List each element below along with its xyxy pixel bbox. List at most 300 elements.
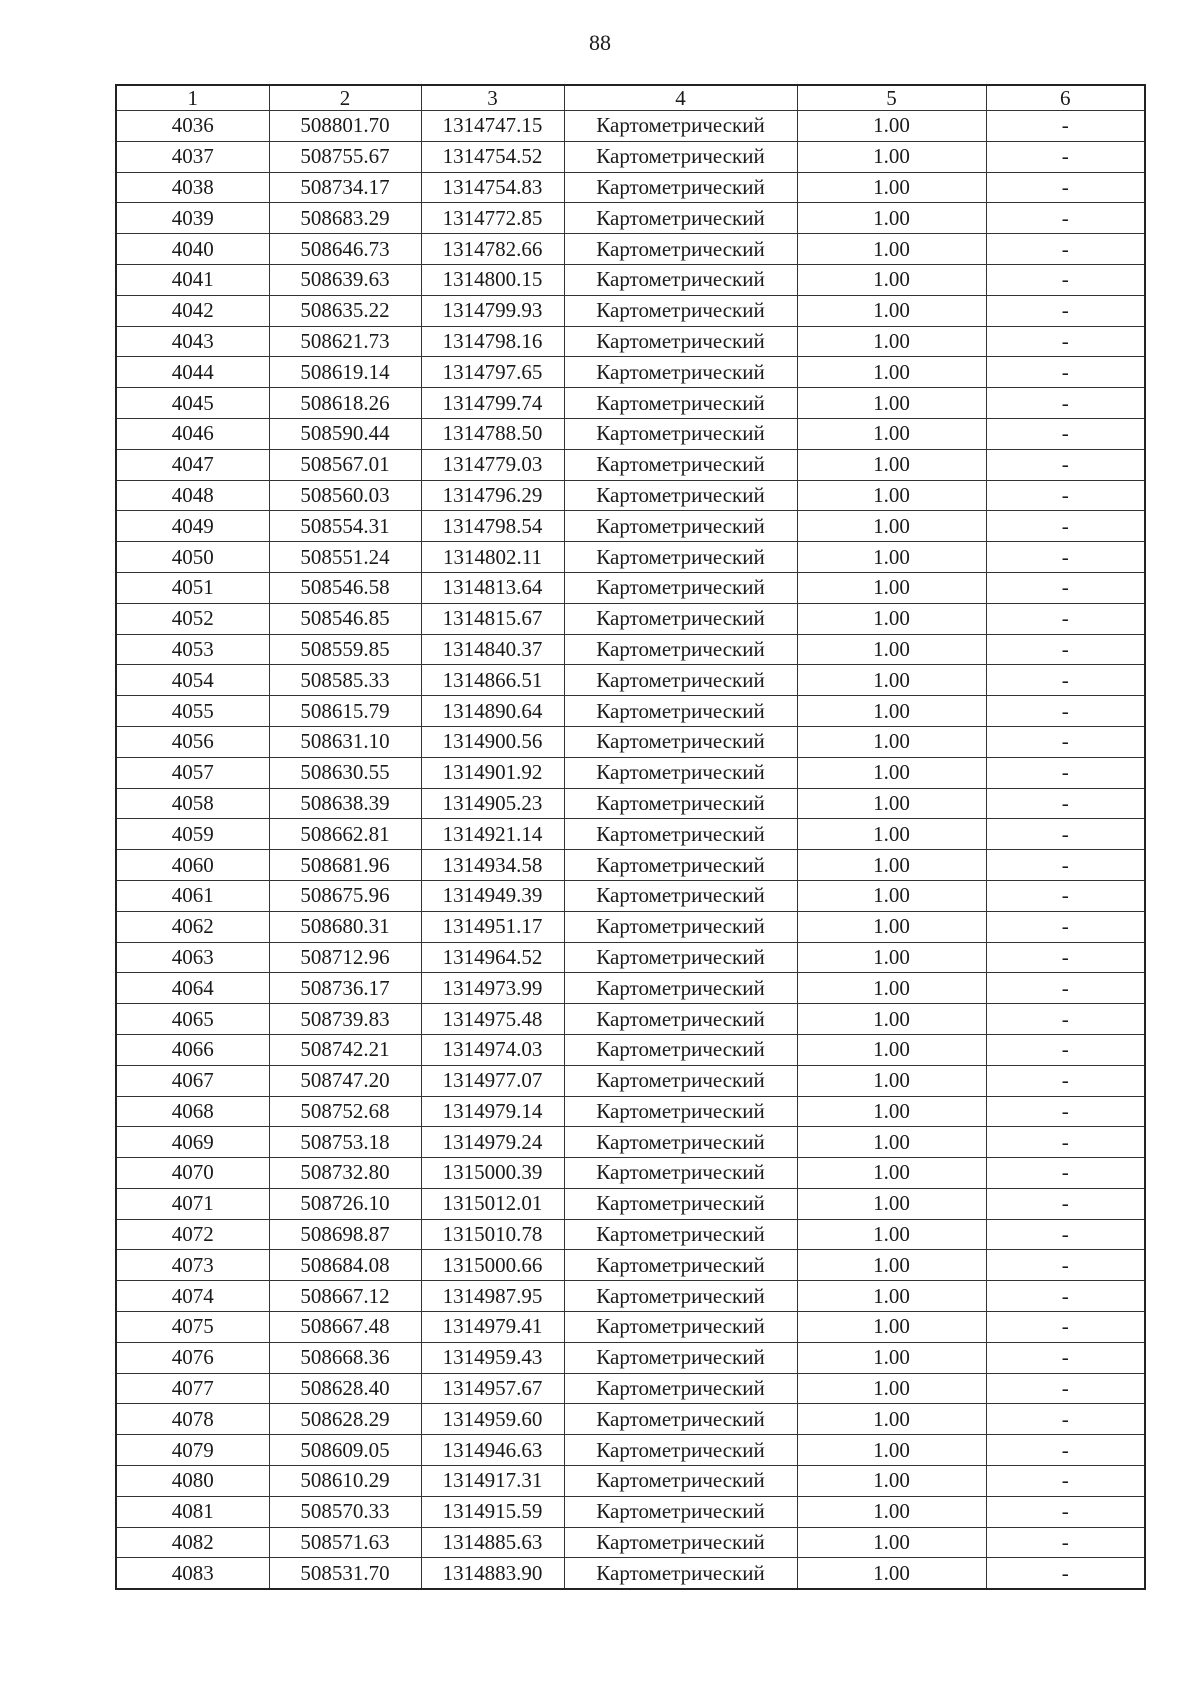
table-cell-col-3: 1314797.65 (421, 357, 564, 388)
table-row (116, 1250, 1145, 1281)
table-cell-col-5: 1.00 (797, 449, 986, 480)
table-cell-col-5: 1.00 (797, 757, 986, 788)
table-cell-col-4: Картометрический (564, 696, 797, 727)
table-cell-col-5: 1.00 (797, 1404, 986, 1435)
table-cell-col-4: Картометрический (564, 1034, 797, 1065)
table-cell-col-2: 508531.70 (269, 1558, 421, 1589)
table-cell-col-2: 508560.03 (269, 480, 421, 511)
table-cell-col-2: 508736.17 (269, 973, 421, 1004)
table-cell-col-6: - (986, 326, 1145, 357)
table-cell-col-3: 1314973.99 (421, 973, 564, 1004)
table-cell-col-3: 1314949.39 (421, 880, 564, 911)
table-cell-col-2: 508732.80 (269, 1158, 421, 1189)
table-cell-col-5: 1.00 (797, 172, 986, 203)
table-cell-col-1: 4058 (116, 788, 269, 819)
table-cell-col-3: 1314782.66 (421, 234, 564, 265)
table-row (116, 1158, 1145, 1189)
table-cell-col-5: 1.00 (797, 542, 986, 573)
column-header-3: 3 (421, 85, 564, 111)
table-cell-col-5: 1.00 (797, 1435, 986, 1466)
table-cell-col-2: 508638.39 (269, 788, 421, 819)
table-cell-col-5: 1.00 (797, 480, 986, 511)
table-cell-col-5: 1.00 (797, 357, 986, 388)
table-cell-col-3: 1314979.41 (421, 1312, 564, 1343)
table-row (116, 511, 1145, 542)
table-cell-col-5: 1.00 (797, 696, 986, 727)
table-cell-col-1: 4036 (116, 111, 269, 142)
table-cell-col-4: Картометрический (564, 726, 797, 757)
table-cell-col-3: 1314799.74 (421, 388, 564, 419)
table-cell-col-5: 1.00 (797, 264, 986, 295)
table-cell-col-5: 1.00 (797, 1158, 986, 1189)
table-cell-col-5: 1.00 (797, 1127, 986, 1158)
table-cell-col-6: - (986, 1096, 1145, 1127)
table-row (116, 111, 1145, 142)
table-cell-col-6: - (986, 880, 1145, 911)
table-cell-col-6: - (986, 572, 1145, 603)
table-row (116, 603, 1145, 634)
table-cell-col-3: 1314798.16 (421, 326, 564, 357)
table-cell-col-2: 508610.29 (269, 1466, 421, 1497)
table-row (116, 542, 1145, 573)
table-cell-col-3: 1314946.63 (421, 1435, 564, 1466)
table-cell-col-1: 4077 (116, 1373, 269, 1404)
table-cell-col-6: - (986, 234, 1145, 265)
table-cell-col-1: 4061 (116, 880, 269, 911)
table-row (116, 819, 1145, 850)
table-cell-col-1: 4044 (116, 357, 269, 388)
table-cell-col-1: 4082 (116, 1527, 269, 1558)
table-cell-col-2: 508646.73 (269, 234, 421, 265)
table-cell-col-5: 1.00 (797, 788, 986, 819)
table-cell-col-4: Картометрический (564, 511, 797, 542)
table-cell-col-3: 1314957.67 (421, 1373, 564, 1404)
table-row (116, 1342, 1145, 1373)
table-row (116, 1435, 1145, 1466)
table-cell-col-3: 1314905.23 (421, 788, 564, 819)
table-cell-col-5: 1.00 (797, 1096, 986, 1127)
table-cell-col-4: Картометрический (564, 1558, 797, 1589)
column-header-4: 4 (564, 85, 797, 111)
table-cell-col-1: 4051 (116, 572, 269, 603)
table-row (116, 973, 1145, 1004)
table-cell-col-1: 4050 (116, 542, 269, 573)
column-header-5: 5 (797, 85, 986, 111)
table-cell-col-5: 1.00 (797, 1312, 986, 1343)
table-cell-col-4: Картометрический (564, 1466, 797, 1497)
table-cell-col-2: 508630.55 (269, 757, 421, 788)
table-cell-col-5: 1.00 (797, 880, 986, 911)
table-cell-col-3: 1315012.01 (421, 1188, 564, 1219)
table-cell-col-4: Картометрический (564, 1065, 797, 1096)
table-cell-col-1: 4080 (116, 1466, 269, 1497)
table-cell-col-1: 4059 (116, 819, 269, 850)
column-header-6: 6 (986, 85, 1145, 111)
table-cell-col-5: 1.00 (797, 726, 986, 757)
table-cell-col-1: 4057 (116, 757, 269, 788)
table-cell-col-1: 4083 (116, 1558, 269, 1589)
table-cell-col-5: 1.00 (797, 203, 986, 234)
table-cell-col-4: Картометрический (564, 911, 797, 942)
table-row (116, 1404, 1145, 1435)
table-cell-col-2: 508559.85 (269, 634, 421, 665)
table-cell-col-5: 1.00 (797, 1281, 986, 1312)
table-row (116, 480, 1145, 511)
table-cell-col-1: 4047 (116, 449, 269, 480)
table-cell-col-4: Картометрический (564, 973, 797, 1004)
table-cell-col-5: 1.00 (797, 1527, 986, 1558)
table-cell-col-6: - (986, 1004, 1145, 1035)
table-cell-col-3: 1314840.37 (421, 634, 564, 665)
table-cell-col-6: - (986, 1466, 1145, 1497)
table-row (116, 1219, 1145, 1250)
table-cell-col-2: 508628.40 (269, 1373, 421, 1404)
table-cell-col-2: 508571.63 (269, 1527, 421, 1558)
table-cell-col-4: Картометрический (564, 111, 797, 142)
table-cell-col-6: - (986, 1250, 1145, 1281)
table-cell-col-1: 4053 (116, 634, 269, 665)
table-cell-col-2: 508551.24 (269, 542, 421, 573)
table-cell-col-6: - (986, 1034, 1145, 1065)
table-row (116, 1496, 1145, 1527)
table-cell-col-3: 1314959.60 (421, 1404, 564, 1435)
table-cell-col-1: 4052 (116, 603, 269, 634)
table-cell-col-1: 4056 (116, 726, 269, 757)
table-cell-col-1: 4075 (116, 1312, 269, 1343)
table-cell-col-6: - (986, 1312, 1145, 1343)
table-cell-col-6: - (986, 942, 1145, 973)
table-cell-col-1: 4072 (116, 1219, 269, 1250)
table-cell-col-6: - (986, 295, 1145, 326)
table-cell-col-2: 508734.17 (269, 172, 421, 203)
table-cell-col-6: - (986, 111, 1145, 142)
table-cell-col-4: Картометрический (564, 942, 797, 973)
table-cell-col-3: 1314979.24 (421, 1127, 564, 1158)
table-cell-col-2: 508755.67 (269, 141, 421, 172)
table-cell-col-3: 1314779.03 (421, 449, 564, 480)
table-cell-col-2: 508590.44 (269, 418, 421, 449)
table-cell-col-3: 1314772.85 (421, 203, 564, 234)
table-cell-col-5: 1.00 (797, 326, 986, 357)
table-cell-col-5: 1.00 (797, 418, 986, 449)
table-cell-col-5: 1.00 (797, 911, 986, 942)
table-cell-col-4: Картометрический (564, 141, 797, 172)
table-cell-col-3: 1314890.64 (421, 696, 564, 727)
table-row (116, 264, 1145, 295)
table-cell-col-5: 1.00 (797, 603, 986, 634)
table-cell-col-5: 1.00 (797, 1004, 986, 1035)
table-cell-col-1: 4076 (116, 1342, 269, 1373)
table-cell-col-1: 4079 (116, 1435, 269, 1466)
table-row (116, 665, 1145, 696)
table-cell-col-1: 4069 (116, 1127, 269, 1158)
table-cell-col-3: 1314964.52 (421, 942, 564, 973)
table-cell-col-4: Картометрический (564, 1158, 797, 1189)
table-cell-col-5: 1.00 (797, 1373, 986, 1404)
table-cell-col-2: 508609.05 (269, 1435, 421, 1466)
table-row (116, 388, 1145, 419)
table-cell-col-4: Картометрический (564, 1219, 797, 1250)
table-cell-col-3: 1314987.95 (421, 1281, 564, 1312)
table-cell-col-4: Картометрический (564, 634, 797, 665)
table-cell-col-2: 508615.79 (269, 696, 421, 727)
column-header-1: 1 (116, 85, 269, 111)
table-row (116, 1188, 1145, 1219)
table-cell-col-5: 1.00 (797, 295, 986, 326)
table-cell-col-3: 1314747.15 (421, 111, 564, 142)
table-cell-col-3: 1314800.15 (421, 264, 564, 295)
table-cell-col-4: Картометрический (564, 1435, 797, 1466)
table-cell-col-6: - (986, 819, 1145, 850)
table-cell-col-1: 4066 (116, 1034, 269, 1065)
table-cell-col-1: 4046 (116, 418, 269, 449)
table-cell-col-3: 1314934.58 (421, 850, 564, 881)
table-cell-col-2: 508742.21 (269, 1034, 421, 1065)
table-cell-col-6: - (986, 911, 1145, 942)
table-cell-col-6: - (986, 1281, 1145, 1312)
table-row (116, 911, 1145, 942)
table-cell-col-6: - (986, 1435, 1145, 1466)
table-cell-col-2: 508567.01 (269, 449, 421, 480)
table-cell-col-4: Картометрический (564, 326, 797, 357)
table-cell-col-5: 1.00 (797, 942, 986, 973)
table-cell-col-6: - (986, 1527, 1145, 1558)
table-cell-col-4: Картометрический (564, 1281, 797, 1312)
table-cell-col-3: 1314975.48 (421, 1004, 564, 1035)
table-cell-col-2: 508726.10 (269, 1188, 421, 1219)
table-cell-col-6: - (986, 665, 1145, 696)
table-cell-col-6: - (986, 788, 1145, 819)
table-row (116, 850, 1145, 881)
table-cell-col-2: 508546.85 (269, 603, 421, 634)
table-row (116, 726, 1145, 757)
table-cell-col-4: Картометрический (564, 203, 797, 234)
table-cell-col-4: Картометрический (564, 418, 797, 449)
table-cell-col-5: 1.00 (797, 388, 986, 419)
table-cell-col-5: 1.00 (797, 1342, 986, 1373)
table-cell-col-1: 4068 (116, 1096, 269, 1127)
table-cell-col-4: Картометрический (564, 449, 797, 480)
table-cell-col-1: 4043 (116, 326, 269, 357)
table-cell-col-4: Картометрический (564, 572, 797, 603)
table-cell-col-3: 1314866.51 (421, 665, 564, 696)
table-row (116, 203, 1145, 234)
table-cell-col-1: 4063 (116, 942, 269, 973)
table-cell-col-5: 1.00 (797, 1466, 986, 1497)
table-cell-col-4: Картометрический (564, 264, 797, 295)
table-cell-col-4: Картометрический (564, 603, 797, 634)
coordinates-table (115, 84, 1146, 1590)
table-cell-col-1: 4065 (116, 1004, 269, 1035)
table-cell-col-2: 508662.81 (269, 819, 421, 850)
table-cell-col-4: Картометрический (564, 388, 797, 419)
table-row (116, 172, 1145, 203)
table-cell-col-4: Картометрический (564, 480, 797, 511)
table-cell-col-6: - (986, 973, 1145, 1004)
table-cell-col-6: - (986, 1127, 1145, 1158)
table-cell-col-6: - (986, 1188, 1145, 1219)
table-cell-col-1: 4074 (116, 1281, 269, 1312)
table-cell-col-2: 508680.31 (269, 911, 421, 942)
table-cell-col-4: Картометрический (564, 295, 797, 326)
table-cell-col-6: - (986, 480, 1145, 511)
table-cell-col-3: 1314754.83 (421, 172, 564, 203)
table-cell-col-6: - (986, 1373, 1145, 1404)
table-cell-col-3: 1314915.59 (421, 1496, 564, 1527)
table-cell-col-6: - (986, 542, 1145, 573)
table-cell-col-2: 508621.73 (269, 326, 421, 357)
table-cell-col-2: 508585.33 (269, 665, 421, 696)
table-cell-col-2: 508681.96 (269, 850, 421, 881)
table-cell-col-3: 1314754.52 (421, 141, 564, 172)
table-cell-col-5: 1.00 (797, 234, 986, 265)
table-cell-col-5: 1.00 (797, 634, 986, 665)
table-cell-col-2: 508753.18 (269, 1127, 421, 1158)
table-cell-col-5: 1.00 (797, 141, 986, 172)
table-row (116, 234, 1145, 265)
table-cell-col-3: 1314883.90 (421, 1558, 564, 1589)
table-cell-col-2: 508739.83 (269, 1004, 421, 1035)
table-cell-col-5: 1.00 (797, 1219, 986, 1250)
table-cell-col-6: - (986, 850, 1145, 881)
table-cell-col-3: 1314796.29 (421, 480, 564, 511)
table-header-row (116, 85, 1145, 111)
table-cell-col-5: 1.00 (797, 111, 986, 142)
table-cell-col-6: - (986, 1219, 1145, 1250)
table-row (116, 418, 1145, 449)
table-cell-col-1: 4040 (116, 234, 269, 265)
table-cell-col-5: 1.00 (797, 511, 986, 542)
table-cell-col-3: 1314799.93 (421, 295, 564, 326)
table-cell-col-2: 508631.10 (269, 726, 421, 757)
table-cell-col-4: Картометрический (564, 880, 797, 911)
table-cell-col-3: 1314977.07 (421, 1065, 564, 1096)
table-cell-col-1: 4038 (116, 172, 269, 203)
table-cell-col-1: 4054 (116, 665, 269, 696)
table-row (116, 880, 1145, 911)
table-row (116, 942, 1145, 973)
table-cell-col-4: Картометрический (564, 1373, 797, 1404)
table-cell-col-6: - (986, 1065, 1145, 1096)
table-cell-col-6: - (986, 418, 1145, 449)
table-body (116, 111, 1145, 1590)
table-cell-col-6: - (986, 1404, 1145, 1435)
table-cell-col-6: - (986, 511, 1145, 542)
table-cell-col-5: 1.00 (797, 850, 986, 881)
table-cell-col-2: 508698.87 (269, 1219, 421, 1250)
table-cell-col-1: 4073 (116, 1250, 269, 1281)
table-cell-col-1: 4045 (116, 388, 269, 419)
table-cell-col-6: - (986, 141, 1145, 172)
table-cell-col-2: 508635.22 (269, 295, 421, 326)
table-cell-col-1: 4042 (116, 295, 269, 326)
table-cell-col-2: 508618.26 (269, 388, 421, 419)
table-cell-col-4: Картометрический (564, 1496, 797, 1527)
table-cell-col-1: 4048 (116, 480, 269, 511)
table-cell-col-6: - (986, 1558, 1145, 1589)
table-cell-col-6: - (986, 757, 1145, 788)
table-cell-col-3: 1314974.03 (421, 1034, 564, 1065)
table-cell-col-6: - (986, 726, 1145, 757)
table-row (116, 634, 1145, 665)
table-cell-col-2: 508668.36 (269, 1342, 421, 1373)
table-cell-col-3: 1315010.78 (421, 1219, 564, 1250)
table-row (116, 1065, 1145, 1096)
table-cell-col-6: - (986, 1496, 1145, 1527)
table-cell-col-5: 1.00 (797, 1188, 986, 1219)
table-cell-col-4: Картометрический (564, 757, 797, 788)
table-cell-col-4: Картометрический (564, 234, 797, 265)
table-cell-col-4: Картометрический (564, 1127, 797, 1158)
table-cell-col-4: Картометрический (564, 1188, 797, 1219)
table-row (116, 1034, 1145, 1065)
table-cell-col-6: - (986, 357, 1145, 388)
table-cell-col-6: - (986, 388, 1145, 419)
table-cell-col-5: 1.00 (797, 665, 986, 696)
table-cell-col-1: 4067 (116, 1065, 269, 1096)
table-cell-col-4: Картометрический (564, 357, 797, 388)
table-row (116, 1558, 1145, 1589)
table-cell-col-6: - (986, 1342, 1145, 1373)
table-cell-col-2: 508570.33 (269, 1496, 421, 1527)
table-cell-col-1: 4064 (116, 973, 269, 1004)
table-cell-col-6: - (986, 449, 1145, 480)
table-cell-col-3: 1314921.14 (421, 819, 564, 850)
table-cell-col-3: 1314959.43 (421, 1342, 564, 1373)
table-cell-col-1: 4039 (116, 203, 269, 234)
table-cell-col-1: 4049 (116, 511, 269, 542)
column-header-2: 2 (269, 85, 421, 111)
table-row (116, 1312, 1145, 1343)
table-cell-col-3: 1314901.92 (421, 757, 564, 788)
table-row (116, 1096, 1145, 1127)
table-cell-col-4: Картометрический (564, 1004, 797, 1035)
table-cell-col-4: Картометрический (564, 1312, 797, 1343)
table-cell-col-2: 508801.70 (269, 111, 421, 142)
table-cell-col-3: 1314979.14 (421, 1096, 564, 1127)
table-cell-col-2: 508667.12 (269, 1281, 421, 1312)
table-row (116, 1281, 1145, 1312)
table-cell-col-3: 1314951.17 (421, 911, 564, 942)
table-row (116, 1466, 1145, 1497)
table-cell-col-3: 1314813.64 (421, 572, 564, 603)
table-cell-col-5: 1.00 (797, 1558, 986, 1589)
table-cell-col-5: 1.00 (797, 973, 986, 1004)
table-cell-col-3: 1314798.54 (421, 511, 564, 542)
table-cell-col-1: 4062 (116, 911, 269, 942)
table-cell-col-1: 4071 (116, 1188, 269, 1219)
table-row (116, 788, 1145, 819)
table-row (116, 357, 1145, 388)
table-cell-col-6: - (986, 1158, 1145, 1189)
table-row (116, 449, 1145, 480)
table-cell-col-4: Картометрический (564, 1342, 797, 1373)
table-cell-col-2: 508628.29 (269, 1404, 421, 1435)
table-cell-col-2: 508554.31 (269, 511, 421, 542)
table-cell-col-5: 1.00 (797, 819, 986, 850)
table-cell-col-6: - (986, 203, 1145, 234)
table-cell-col-5: 1.00 (797, 572, 986, 603)
table-row (116, 326, 1145, 357)
table-cell-col-5: 1.00 (797, 1034, 986, 1065)
table-row (116, 1527, 1145, 1558)
table-cell-col-3: 1314788.50 (421, 418, 564, 449)
table-row (116, 1127, 1145, 1158)
table-cell-col-3: 1314917.31 (421, 1466, 564, 1497)
table-cell-col-4: Картометрический (564, 1527, 797, 1558)
table-cell-col-5: 1.00 (797, 1065, 986, 1096)
table-cell-col-3: 1315000.66 (421, 1250, 564, 1281)
